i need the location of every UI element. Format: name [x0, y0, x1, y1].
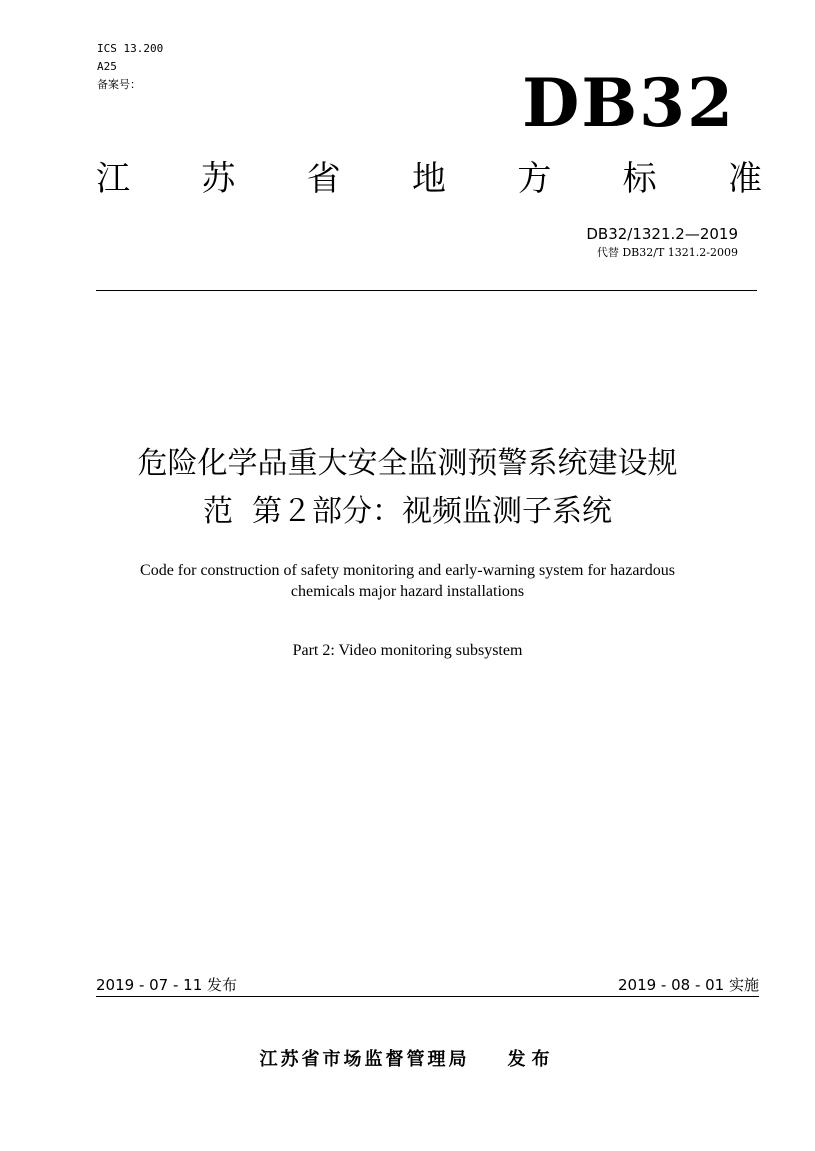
publish-action: 发布	[507, 1049, 556, 1070]
header-divider	[96, 290, 757, 291]
category-char: 准	[727, 159, 762, 199]
chinese-title-line-2: 范 第２部分：视频监测子系统	[202, 494, 613, 529]
category-char: 省	[306, 159, 341, 199]
category-char: 苏	[201, 159, 236, 199]
publisher-line	[0, 1048, 815, 1072]
category-char: 方	[517, 159, 552, 199]
effective-date: 2019 - 08 - 01 实施	[617, 976, 759, 994]
replaces-note: 代替 DB32/T 1321.2-2009	[596, 246, 738, 259]
category-char: 地	[411, 159, 446, 199]
standard-number-block	[586, 224, 738, 262]
english-title-line-1: Code for construction of safety monitoring and early-warning system for hazardous	[140, 562, 675, 579]
english-part-title: Part 2: Video monitoring subsystem	[292, 642, 523, 659]
document-meta	[97, 40, 163, 94]
english-title	[40, 560, 775, 602]
filing-number-label: 备案号：	[97, 78, 141, 91]
ics-code: ICS 13.200	[97, 42, 164, 55]
english-title-line-2: chemicals major hazard installations	[290, 583, 525, 600]
publisher-organization: 江苏省市场监督管理局	[259, 1049, 470, 1070]
chinese-title	[40, 440, 775, 536]
chinese-title-line-1: 危险化学品重大安全监测预警系统建设规	[137, 446, 678, 481]
standard-brand-logo: DB32	[522, 64, 735, 142]
category-char: 标	[622, 159, 657, 199]
standard-number: DB32/1321.2—2019	[586, 225, 738, 243]
footer-divider	[96, 996, 759, 997]
standard-category-heading	[96, 159, 762, 199]
category-char: 江	[96, 159, 130, 199]
issue-date: 2019 - 07 - 11 发布	[96, 976, 238, 994]
category-code: A25	[97, 60, 117, 73]
